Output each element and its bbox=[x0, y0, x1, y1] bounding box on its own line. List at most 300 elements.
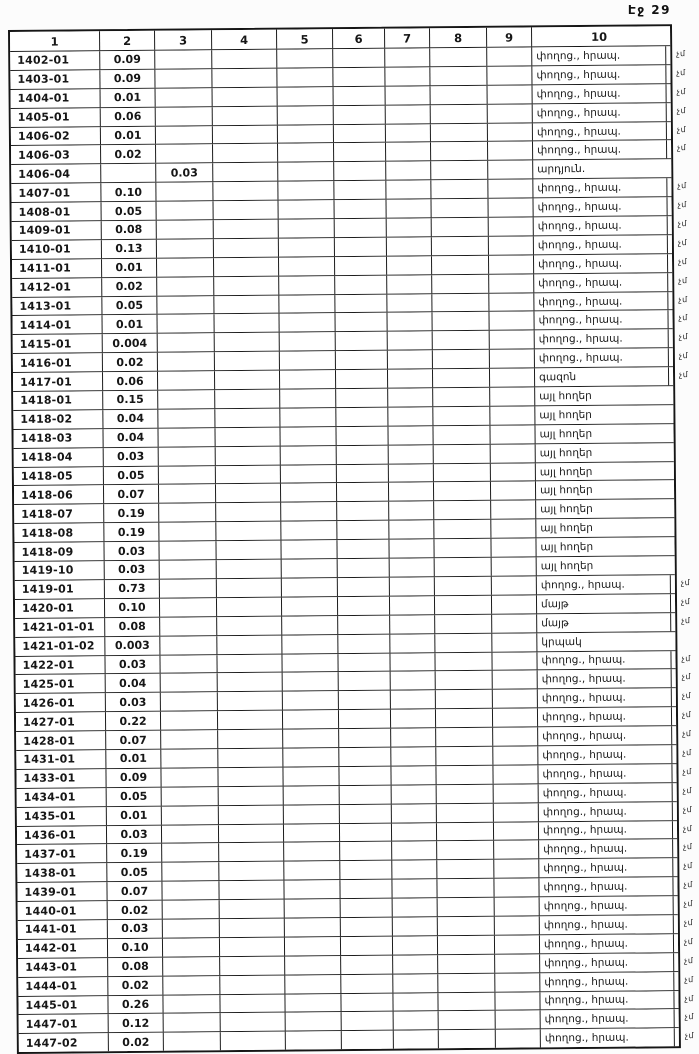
cell-col8 bbox=[435, 615, 492, 633]
cell-col6 bbox=[340, 785, 392, 803]
cell-col8 bbox=[435, 596, 492, 614]
cell-col5 bbox=[279, 238, 335, 256]
cell-col4 bbox=[214, 314, 279, 332]
margin-note: չմ bbox=[677, 143, 687, 153]
column-header-2: 2 bbox=[100, 31, 155, 50]
margin-note: չմ bbox=[676, 86, 686, 96]
cell-col3 bbox=[162, 825, 219, 843]
cell-col1: 1418-04 bbox=[14, 448, 104, 467]
cell-col3 bbox=[163, 957, 220, 975]
cell-col9 bbox=[492, 614, 537, 632]
cell-col3 bbox=[159, 485, 216, 503]
cell-col9 bbox=[490, 387, 535, 405]
cell-col8 bbox=[431, 123, 488, 141]
cell-col2: 0.01 bbox=[102, 259, 157, 277]
cell-col4 bbox=[215, 390, 280, 408]
cell-col3 bbox=[160, 579, 217, 597]
cell-col10: փողոց., հրապ. bbox=[541, 1010, 675, 1029]
column-header-6: 6 bbox=[333, 29, 385, 48]
cell-col2: 0.03 bbox=[106, 693, 161, 711]
cell-col2: 0.02 bbox=[108, 976, 163, 994]
cell-col8 bbox=[436, 766, 493, 784]
cell-col9 bbox=[488, 85, 533, 103]
cell-col6 bbox=[337, 483, 389, 501]
cell-col6 bbox=[339, 672, 391, 690]
cell-col1: 1418-09 bbox=[14, 542, 104, 561]
cell-col5 bbox=[284, 824, 340, 842]
cell-col1: 1418-06 bbox=[14, 486, 104, 505]
margin-note: չմ bbox=[678, 256, 688, 266]
cell-col7 bbox=[393, 955, 438, 973]
cell-col10: մայթ bbox=[537, 613, 671, 632]
margin-note: չմ bbox=[678, 370, 689, 380]
cell-col10: փողոց., հրապ. bbox=[534, 292, 668, 311]
margin-note: չմ bbox=[677, 237, 688, 248]
cell-col3 bbox=[159, 522, 216, 540]
cell-col6 bbox=[333, 49, 385, 67]
cell-col8 bbox=[431, 199, 488, 217]
cell-col1: 1418-08 bbox=[14, 523, 104, 542]
cell-col9 bbox=[489, 236, 534, 254]
cell-col10: փողոց., հրապ. bbox=[534, 235, 668, 254]
cell-col9 bbox=[490, 425, 535, 443]
cell-col8 bbox=[432, 218, 489, 236]
cell-col5 bbox=[282, 616, 338, 634]
cell-col7 bbox=[392, 842, 437, 860]
cell-col9 bbox=[495, 916, 540, 934]
cell-col3 bbox=[163, 919, 220, 937]
cell-col6 bbox=[337, 464, 389, 482]
margin-note: չմ bbox=[683, 918, 694, 928]
cell-col8 bbox=[433, 369, 490, 387]
cell-col6 bbox=[336, 389, 388, 407]
cell-col3 bbox=[160, 655, 217, 673]
cell-col1: 1410-01 bbox=[12, 240, 102, 259]
cell-col6 bbox=[340, 823, 392, 841]
cell-col3 bbox=[158, 371, 215, 389]
cell-col4 bbox=[216, 541, 281, 559]
margin-note: չմ bbox=[684, 1031, 695, 1041]
cell-col9 bbox=[493, 690, 538, 708]
cell-col6 bbox=[340, 842, 392, 860]
cell-col5 bbox=[286, 1013, 342, 1031]
cell-col8 bbox=[439, 1011, 496, 1029]
cell-col1: 1433-01 bbox=[16, 769, 106, 788]
margin-note: չմ bbox=[676, 105, 687, 115]
cell-col5 bbox=[285, 899, 341, 917]
margin-note: չմ bbox=[683, 861, 693, 871]
cell-col10: փողոց., հրապ. bbox=[534, 273, 668, 292]
cell-col8 bbox=[431, 180, 488, 198]
cell-col10: փողոց., հրապ. bbox=[539, 783, 673, 802]
cell-col10: այլ հողեր bbox=[539, 484, 593, 497]
cell-col3 bbox=[156, 107, 213, 125]
cell-col5 bbox=[281, 503, 337, 521]
cell-col3 bbox=[162, 881, 219, 899]
cell-col4 bbox=[218, 767, 283, 785]
margin-note: չմ bbox=[676, 124, 687, 134]
cell-col3 bbox=[155, 50, 212, 68]
cell-col7 bbox=[387, 313, 432, 331]
cell-col4 bbox=[216, 446, 281, 464]
column-header-10: 10 bbox=[591, 29, 608, 44]
cell-col3 bbox=[159, 541, 216, 559]
cell-col10: այլ հողեր bbox=[539, 389, 592, 403]
cell-col10: արդյուն. bbox=[537, 163, 586, 176]
cell-col9 bbox=[490, 406, 535, 424]
cell-col2: 0.03 bbox=[108, 920, 163, 938]
cell-col7 bbox=[385, 67, 430, 85]
cell-col7 bbox=[392, 785, 437, 803]
cell-col1: 1403-01 bbox=[10, 70, 100, 89]
cell-col2: 0.10 bbox=[101, 183, 156, 201]
cell-col3 bbox=[157, 220, 214, 238]
cell-col5 bbox=[281, 446, 337, 464]
cell-col3 bbox=[157, 258, 214, 276]
cell-col5 bbox=[280, 389, 336, 407]
page-number: Էջ 29 bbox=[627, 3, 671, 17]
cell-col4 bbox=[218, 749, 283, 767]
cell-col1: 1443-01 bbox=[18, 958, 108, 977]
cell-col1: 1416-01 bbox=[13, 353, 103, 372]
cell-col10: փողոց., հրապ. bbox=[537, 575, 671, 594]
cell-col1: 1409-01 bbox=[12, 221, 102, 240]
cell-col3 bbox=[156, 126, 213, 144]
cell-col8 bbox=[438, 898, 495, 916]
cell-col6 bbox=[338, 597, 390, 615]
cell-col10: այլ հողեր bbox=[540, 522, 593, 535]
cell-col7 bbox=[390, 615, 435, 633]
cell-col2: 0.15 bbox=[103, 391, 158, 409]
cell-col6 bbox=[339, 691, 391, 709]
cell-col8 bbox=[436, 709, 493, 727]
cell-col9 bbox=[493, 709, 538, 727]
cell-col4 bbox=[219, 862, 284, 880]
cell-col5 bbox=[281, 521, 337, 539]
cell-col7 bbox=[390, 558, 435, 576]
cell-col4 bbox=[220, 937, 285, 955]
cell-col10: փողոց., հրապ. bbox=[533, 84, 667, 103]
cell-col9 bbox=[490, 331, 535, 349]
cell-col5 bbox=[281, 540, 337, 558]
cell-col3 bbox=[157, 277, 214, 295]
cell-col7 bbox=[392, 861, 437, 879]
cell-col6 bbox=[342, 1031, 394, 1049]
cell-col6 bbox=[334, 200, 386, 218]
margin-note: չմ bbox=[683, 880, 693, 890]
cell-col2: 0.03 bbox=[105, 561, 160, 579]
cell-col8 bbox=[434, 539, 491, 557]
cell-col1: 1405-01 bbox=[11, 108, 101, 127]
cell-col5 bbox=[283, 710, 339, 728]
cell-col8 bbox=[435, 652, 492, 670]
cell-col5 bbox=[279, 200, 335, 218]
cell-col7 bbox=[390, 577, 435, 595]
cell-col10: փողոց., հրապ. bbox=[540, 991, 674, 1010]
cell-col2: 0.05 bbox=[107, 787, 162, 805]
cell-col5 bbox=[280, 427, 336, 445]
cell-col7 bbox=[392, 804, 437, 822]
cell-col3 bbox=[160, 636, 217, 654]
cell-col4 bbox=[219, 843, 284, 861]
cell-col3 bbox=[159, 447, 216, 465]
cell-col9 bbox=[488, 180, 533, 198]
cell-col6 bbox=[336, 427, 388, 445]
cell-col1: 1406-02 bbox=[11, 127, 101, 146]
cell-col3 bbox=[157, 201, 214, 219]
cell-col9 bbox=[492, 595, 537, 613]
cell-col9 bbox=[489, 293, 534, 311]
cell-col6 bbox=[340, 880, 392, 898]
cell-col5 bbox=[284, 861, 340, 879]
cell-col6 bbox=[335, 256, 387, 274]
cell-col2: 0.09 bbox=[106, 769, 161, 787]
cell-col4 bbox=[219, 824, 284, 842]
cell-col4 bbox=[218, 692, 283, 710]
cell-col4 bbox=[220, 994, 285, 1012]
cell-col1: 1408-01 bbox=[12, 202, 102, 221]
cell-col1: 1412-01 bbox=[12, 278, 102, 297]
cell-col5 bbox=[279, 219, 335, 237]
cell-col10: փողոց., հրապ. bbox=[533, 197, 667, 216]
cell-col4 bbox=[217, 654, 282, 672]
margin-note: չմ bbox=[678, 332, 689, 342]
cell-col8 bbox=[438, 973, 495, 991]
cell-col2: 0.05 bbox=[102, 296, 157, 314]
cell-col6 bbox=[341, 918, 393, 936]
cell-col3 bbox=[164, 1014, 221, 1032]
cell-col5 bbox=[278, 181, 334, 199]
cell-col6 bbox=[337, 502, 389, 520]
cell-col1: 1439-01 bbox=[17, 882, 107, 901]
cell-col1: 1406-03 bbox=[11, 146, 101, 165]
cell-col4 bbox=[214, 276, 279, 294]
cell-col3 bbox=[163, 995, 220, 1013]
cell-col9 bbox=[488, 161, 533, 179]
cell-col4 bbox=[213, 125, 278, 143]
cell-col3 bbox=[157, 239, 214, 257]
cell-col3 bbox=[161, 768, 218, 786]
cell-col10: փողոց., հրապ. bbox=[540, 972, 674, 991]
cell-col3 bbox=[162, 806, 219, 824]
cell-col6 bbox=[336, 408, 388, 426]
cell-col8 bbox=[431, 86, 488, 104]
cell-col2: 0.02 bbox=[109, 1033, 164, 1051]
cell-col7 bbox=[391, 747, 436, 765]
cell-col10: փողոց., հրապ. bbox=[533, 122, 667, 141]
cell-col6 bbox=[339, 748, 391, 766]
cell-col10: փողոց., հրապ. bbox=[535, 348, 669, 367]
cell-col4 bbox=[217, 635, 282, 653]
cell-col6 bbox=[341, 955, 393, 973]
cell-col5 bbox=[282, 635, 338, 653]
cell-col4 bbox=[220, 900, 285, 918]
margin-note: չմ bbox=[683, 899, 694, 909]
cell-col1: 1444-01 bbox=[18, 977, 108, 996]
cell-col10: փողոց., հրապ. bbox=[538, 670, 672, 689]
cell-col5 bbox=[283, 767, 339, 785]
cell-col2: 0.07 bbox=[107, 882, 162, 900]
cell-col7 bbox=[393, 974, 438, 992]
cell-col7 bbox=[386, 199, 431, 217]
cell-col8 bbox=[434, 482, 491, 500]
cell-col4 bbox=[217, 597, 282, 615]
cell-col9 bbox=[487, 66, 532, 84]
cell-col3 bbox=[164, 1032, 221, 1050]
cell-col5 bbox=[282, 654, 338, 672]
cell-col8 bbox=[433, 331, 490, 349]
cell-col4 bbox=[213, 144, 278, 162]
cell-col1: 1419-10 bbox=[15, 561, 105, 580]
cell-col9 bbox=[496, 1030, 541, 1048]
cell-col1: 1421-01-02 bbox=[15, 637, 105, 656]
cell-col9 bbox=[489, 274, 534, 292]
cell-col2: 0.08 bbox=[105, 617, 160, 635]
cell-col10: փողոց., հրապ. bbox=[539, 802, 673, 821]
cell-col9 bbox=[493, 765, 538, 783]
cell-col8 bbox=[434, 445, 491, 463]
cell-col1: 1441-01 bbox=[18, 920, 108, 939]
cell-col9 bbox=[490, 369, 535, 387]
cell-col1: 1406-04 bbox=[11, 165, 101, 184]
cell-col10: փողոց., հրապ. bbox=[532, 65, 666, 84]
cell-col6 bbox=[341, 993, 393, 1011]
cell-col4 bbox=[213, 182, 278, 200]
cell-col5 bbox=[281, 484, 337, 502]
cell-col1: 1431-01 bbox=[16, 750, 106, 769]
cell-col10: փողոց., հրապ. bbox=[537, 651, 671, 670]
cell-col10: փողոց., հրապ. bbox=[533, 141, 667, 160]
cell-col9 bbox=[488, 123, 533, 141]
margin-note: չմ bbox=[682, 766, 692, 776]
cell-col6 bbox=[334, 124, 386, 142]
cell-col10: փողոց., հրապ. bbox=[538, 707, 672, 726]
cell-col9 bbox=[495, 897, 540, 915]
cell-col3 bbox=[158, 428, 215, 446]
cell-col4 bbox=[221, 1032, 286, 1050]
cell-col6 bbox=[338, 615, 390, 633]
cell-col10: փողոց., հրապ. bbox=[539, 877, 673, 896]
cell-col10: փողոց., հրապ. bbox=[540, 915, 674, 934]
cell-col8 bbox=[436, 728, 493, 746]
cell-col9 bbox=[490, 350, 535, 368]
cell-col8 bbox=[433, 388, 490, 406]
cell-col2: 0.04 bbox=[103, 410, 158, 428]
cell-col2: 0.07 bbox=[104, 485, 159, 503]
cell-col9 bbox=[494, 879, 539, 897]
cell-col6 bbox=[339, 729, 391, 747]
cell-col4 bbox=[214, 220, 279, 238]
cell-col1: 1411-01 bbox=[12, 259, 102, 278]
cell-col2: 0.02 bbox=[108, 901, 163, 919]
cell-col5 bbox=[280, 333, 336, 351]
cell-col7 bbox=[393, 936, 438, 954]
cell-col8 bbox=[435, 577, 492, 595]
cell-col4 bbox=[212, 50, 277, 68]
cell-col2: 0.01 bbox=[102, 315, 157, 333]
cell-col2: 0.01 bbox=[106, 750, 161, 768]
margin-note: չմ bbox=[682, 729, 692, 739]
cell-col9 bbox=[493, 671, 538, 689]
cell-col2: 0.02 bbox=[102, 277, 157, 295]
cell-col6 bbox=[338, 559, 390, 577]
cell-col1: 1434-01 bbox=[17, 788, 107, 807]
margin-note: չմ bbox=[682, 804, 693, 814]
cell-col4 bbox=[218, 673, 283, 691]
margin-note: չմ bbox=[682, 823, 693, 833]
cell-col8 bbox=[430, 48, 487, 66]
cell-col8 bbox=[431, 161, 488, 179]
cell-col5 bbox=[285, 956, 341, 974]
cell-col7 bbox=[392, 823, 437, 841]
cell-col6 bbox=[335, 313, 387, 331]
cell-col9 bbox=[489, 217, 534, 235]
margin-note: չմ bbox=[677, 181, 687, 191]
cell-col4 bbox=[217, 579, 282, 597]
cell-col5 bbox=[284, 786, 340, 804]
cell-col9 bbox=[492, 576, 537, 594]
cell-col6 bbox=[336, 332, 388, 350]
cell-col9 bbox=[494, 860, 539, 878]
cell-col2: 0.02 bbox=[103, 353, 158, 371]
cell-col3 bbox=[162, 862, 219, 880]
cell-col6 bbox=[337, 540, 389, 558]
cell-col5 bbox=[279, 276, 335, 294]
cell-col5 bbox=[284, 843, 340, 861]
cell-col2: 0.03 bbox=[107, 825, 162, 843]
margin-note: չմ bbox=[678, 313, 688, 323]
cell-col6 bbox=[337, 445, 389, 463]
cell-col4 bbox=[214, 295, 279, 313]
cell-col8 bbox=[432, 312, 489, 330]
cell-col9 bbox=[491, 444, 536, 462]
margin-note: չմ bbox=[684, 1012, 694, 1022]
cell-col2 bbox=[101, 164, 156, 182]
cell-col8 bbox=[432, 237, 489, 255]
cell-col7 bbox=[386, 162, 431, 180]
margin-note: չմ bbox=[678, 351, 689, 361]
column-header-3: 3 bbox=[155, 30, 212, 49]
cell-col7 bbox=[394, 1012, 439, 1030]
cell-col8 bbox=[437, 860, 494, 878]
cell-col9 bbox=[488, 104, 533, 122]
cell-col9 bbox=[491, 520, 536, 538]
cell-col1: 1419-01 bbox=[15, 580, 105, 599]
cell-col2: 0.09 bbox=[100, 70, 155, 88]
cell-col1: 1404-01 bbox=[11, 89, 101, 108]
margin-note: չմ bbox=[676, 67, 686, 78]
cell-col5 bbox=[278, 106, 334, 124]
cell-col3 bbox=[160, 598, 217, 616]
cell-col5 bbox=[284, 805, 340, 823]
cell-col3 bbox=[158, 409, 215, 427]
cell-col3 bbox=[160, 617, 217, 635]
cell-col3 bbox=[163, 900, 220, 918]
cell-col7 bbox=[392, 879, 437, 897]
cell-col10: փողոց., հրապ. bbox=[534, 254, 668, 273]
cell-col3 bbox=[161, 692, 218, 710]
cell-col8 bbox=[431, 104, 488, 122]
cell-col8 bbox=[439, 1030, 496, 1048]
cell-col4 bbox=[220, 975, 285, 993]
cell-col6 bbox=[337, 521, 389, 539]
cell-col4 bbox=[217, 616, 282, 634]
margin-note: չմ bbox=[676, 49, 686, 59]
cell-col10: այլ հողեր bbox=[540, 503, 593, 516]
cell-col7 bbox=[387, 256, 432, 274]
cell-col2: 0.003 bbox=[105, 636, 160, 654]
cell-col5 bbox=[282, 578, 338, 596]
